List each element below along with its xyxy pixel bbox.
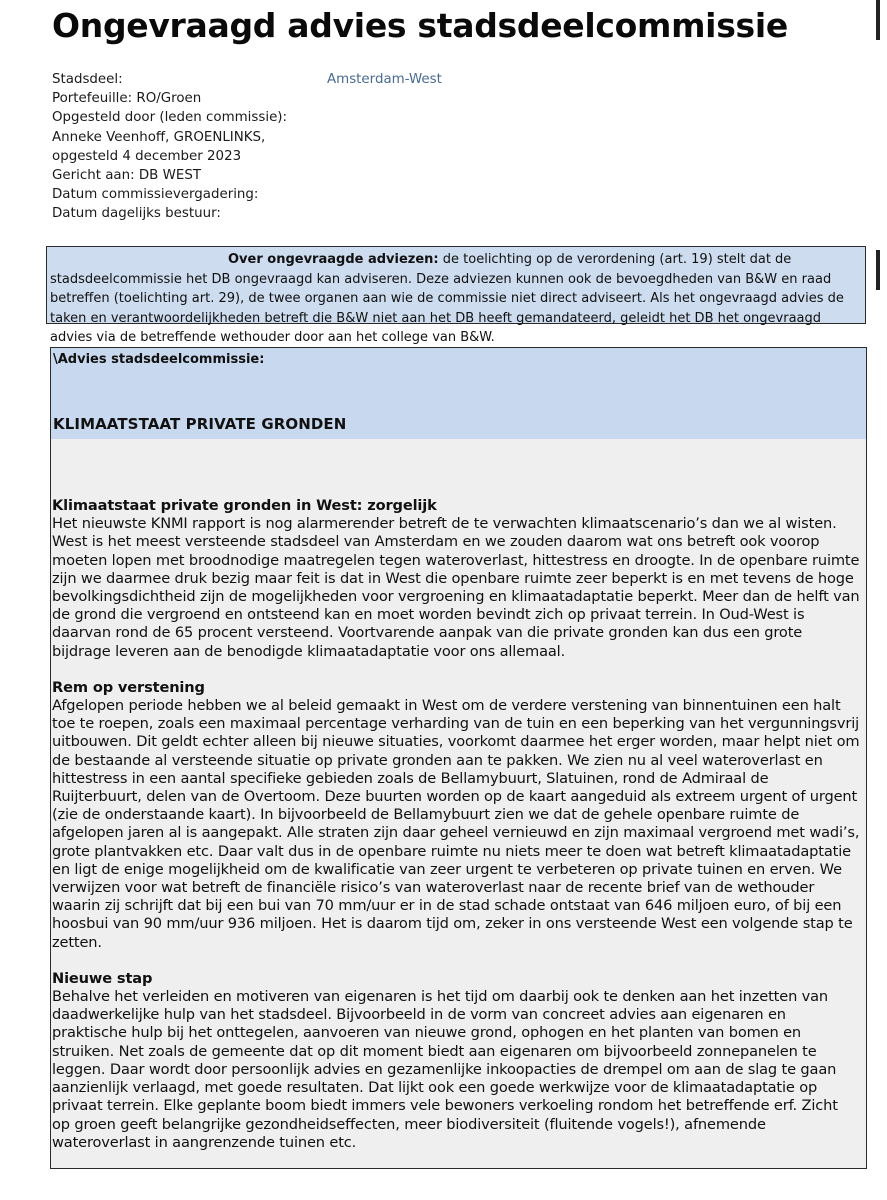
page-edge-mark [876, 250, 880, 290]
document-title: Ongevraagd advies stadsdeelcommissie [52, 6, 788, 45]
section-title: Klimaatstaat private gronden in West: zorgelijk [52, 497, 437, 514]
notice-lead: Over ongevraagde adviezen: [228, 252, 439, 267]
notice-box [46, 246, 866, 346]
page-edge-mark [876, 0, 880, 40]
advice-body [51, 439, 866, 1152]
section-text: Behalve het verleiden en motiveren van eigenaren is het tijd om daarbij ook te denken aan het inzetten van daadwerkelijke hulp van het stadsdeel. Bijvoorbeeld in de vorm van concreet advies aan eigenaren en praktische hulp bij het onttegelen, aanvoeren van nieuwe grond, ophogen en het planten van bomen en struiken. Net zoals de gemeente dat op dit moment biedt aan eigenaren om bijvoorbeeld zonnepanelen te leggen. Daar wordt door persoonlijk advies en gezamenlijke inkoopacties de drempel om aan de slag te gaan aanzienlijk verlaagd, met goede resultaten. Dat lijkt ook een goede werkwijze voor de klimaatadaptatie op privaat terrein. Elke geplante boom biedt immers vele bewoners verkoeling rondom het betreffende erf. Zicht op groen geeft belangrijke gezondheidseffecten, meer biodiversiteit (fluitende vogels!), afnemende wateroverlast in aangrenzende tuinen etc. [52, 988, 838, 1151]
advice-heading: KLIMAATSTAAT PRIVATE GRONDEN [53, 415, 347, 433]
section-text: Het nieuwste KNMI rapport is nog alarmerender betreft de te verwachten klimaatscenario’s dan we al wisten. West is het meest versteende stadsdeel van Amsterdam en we zouden daarom wat ons betreft ook voorop moeten lopen met broodnodige maatregelen tegen wateroverlast, hittestress en droogte. In de openbare ruimte zijn we daarmee druk bezig maar feit is dat in West die openbare ruimte zeer beperkt is en met tevens de hoge bevolkingsdichtheid zijn de mogelijkheden voor vergroening en klimaatadaptatie beperkt. Meer dan de helft van de grond die vergroend en ontsteend kan en moet worden bevindt zich op privaat terrein. In Oud-West is daarvan rond de 65 procent versteend. Voortvarende aanpak van die private gronden kan dus een grote bijdrage leveren aan de benodigde klimaatadaptatie voor ons allemaal. [52, 515, 860, 660]
section-text: Afgelopen periode hebben we al beleid gemaakt in West om de verdere verstening van binnentuinen een halt toe te roepen, zoals een maximaal percentage verharding van de tuin en een beperking van het vergunningsvrij uitbouwen. Dit geldt echter alleen bij nieuwe situaties, voorkomt daarmee het erger worden, maar helpt niet om de bestaande al versteende situatie op private gronden aan te pakken. We zien nu al veel wateroverlast en hittestress in een aantal specifieke gebieden zoals de Bellamybuurt, Slatuinen, rond de Admiraal de Ruijterbuurt, delen van de Overtoom. Deze buurten worden op de kaart aangeduid als extreem urgent of urgent (zie de onderstaande kaart). In bijvoorbeeld de Bellamybuurt zien we dat de gehele openbare ruimte de afgelopen jaren al is aangepakt. Alle straten zijn daar geheel vernieuwd en zijn maximaal vergroend met wadi’s, grote plantvakken etc. Daar valt dus in de openbare ruimte nu niets meer te doen wat betreft klimaatadaptatie en ligt de enige mogelijkheid om de kwalificatie van zeer urgent te verbeteren op private tuinen en erven. We verwijzen voor wat betreft de financiële risico’s van wateroverlast naar de recente brief van de wethouder waarin zij schrijft dat bij een bui van 70 mm/uur er in de stad schade ontstaat van 646 miljoen euro, of bij een hoosbui van 90 mm/uur 936 miljoen. Het is daarom tijd om, zeker in ons versteende West een volgende stap te zetten. [52, 697, 860, 951]
document-meta [52, 70, 314, 224]
meta-addressed-to: Gericht aan: DB WEST [52, 168, 201, 184]
advice-label: \Advies stadsdeelcommissie: [53, 352, 265, 367]
meta-district-label: Stadsdeel: [52, 72, 123, 87]
advice-header [51, 348, 866, 439]
meta-board-date: Datum dagelijks bestuur: [52, 206, 221, 222]
section-title: Rem op verstening [52, 678, 205, 696]
district-value: Amsterdam-West [327, 72, 442, 87]
meta-portfolio: Portefeuille: RO/Groen [52, 91, 202, 107]
notice-text: de toelichting op de verordening (art. 19) stelt dat de stadsdeelcommissie het DB ongevraagd kan adviseren. Deze adviezen kunnen ook de bevoegdheden van B&W en raad betreffen (toelichting art. 29), de twee organen aan wie de commissie niet direct adviseert. Als het ongevraagd advies de taken en verantwoordelijkheden betreft die B&W niet aan het DB heeft gemandateerd, geleidt het DB het ongevraagd advies via de betreffende wethouder door aan het college van B&W. [50, 252, 844, 346]
advice-box [50, 347, 867, 1169]
meta-committee-date: Datum commissievergadering: [52, 187, 259, 203]
section-title: Nieuwe stap [52, 969, 153, 987]
meta-author: Opgesteld door (leden commissie): Anneke Veenhoff, GROENLINKS, opgesteld 4 december 2023 [52, 110, 288, 164]
